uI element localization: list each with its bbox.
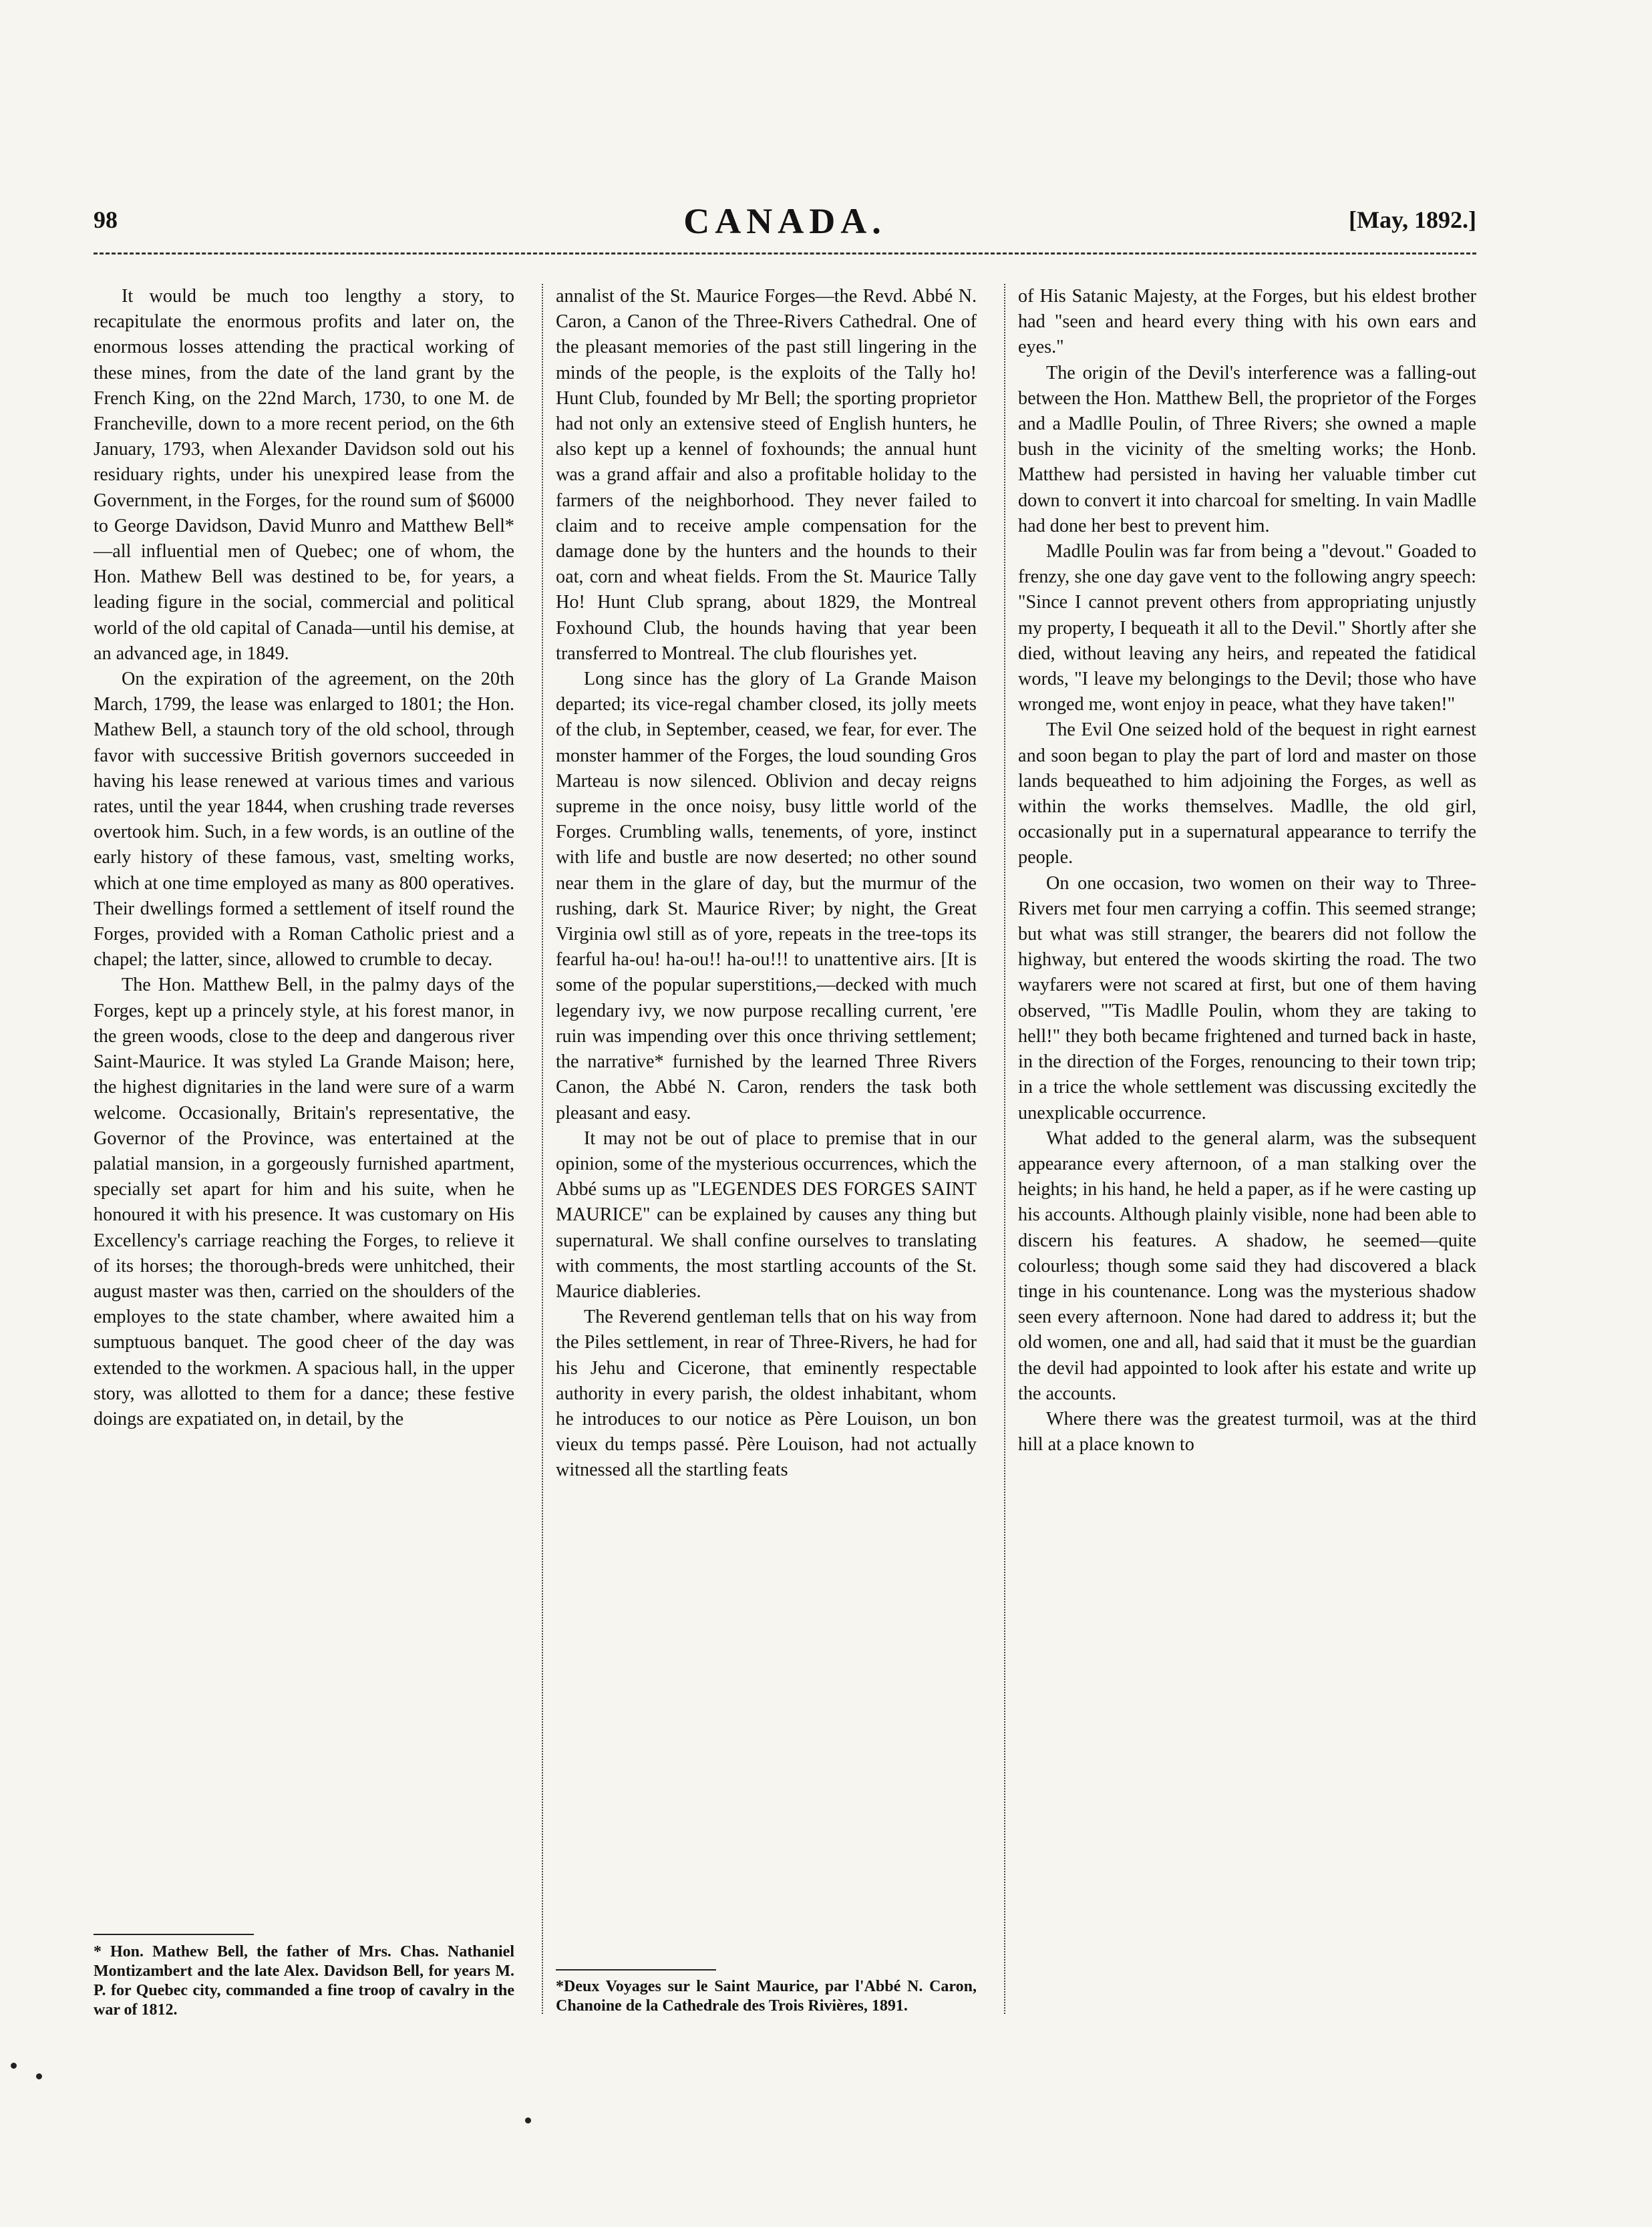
column-divider <box>1004 284 1005 2014</box>
paragraph: The origin of the Devil's interference was a falling-out between the Hon. Matthew Bell, the proprietor of the Forges and a Madlle Poulin, of Three Rivers; she owned a maple bush in the vicinity of the smelting works; the Honb. Matthew had persisted in having her valuable timber cut down to convert it into charcoal for smelting. In vain Madlle had done her best to prevent him. <box>1018 362 1476 536</box>
paragraph: On one occasion, two women on their way to Three-Rivers met four men carrying a coffin. This seemed strange; but what was still stranger, the bearers did not follow the highway, but entered the woods skirting the road. The two wayfarers were not scared at first, but one of them having observed, "'Tis Madlle Poulin, whom they are taking to hell!" they both became frightened and turned back in haste, in the direction of the Forges, renouncing to their town trip; in a trice the whole settlement was discussing excitedly the unexplicable occurrence. <box>1018 872 1476 1124</box>
footnote: * Hon. Mathew Bell, the father of Mrs. Chas. Nathaniel Montizambert and the late Alex. Davidson Bell, for years M. P. for Quebec city, commanded a fine troop of cavalry in the war of 1812. <box>94 1943 514 2019</box>
paragraph: Long since has the glory of La Grande Maison departed; its vice-regal chamber closed, its jolly meets of the club, in September, ceased, we fear, for ever. The monster hammer of the Forges, the loud sounding Gros Marteau is now silenced. Oblivion and decay reigns supreme in the once noisy, busy little world of the Forges. Crumbling walls, tenements, of yore, instinct with life and bustle are now deserted; no other sound near them in the glare of day, but the murmur of the rushing, dark St. Maurice River; by night, the Great Virginia owl still as of yore, repeats in the tree-tops its fearful ha-ou! ha-ou!! ha-ou!!! to unattentive airs. [It is some of the popular superstitions,—decked with much legendary ivy, we now purpose recalling current, 'ere ruin was impending over this once thriving settlement; the narrative* furnished by the learned Three Rivers Canon, the Abbé N. Caron, renders the task both pleasant and easy. <box>556 669 977 1124</box>
scan-speck <box>36 2073 42 2079</box>
paragraph: The Evil One seized hold of the bequest in right earnest and soon began to play the part of lord and master on those lands bequeathed to him adjoining the Forges, as well as within the works themselves. Madlle, the old girl, occasionally put in a supernatural appearance to terrify the people. <box>1018 719 1476 868</box>
issue-date: [May, 1892.] <box>1349 206 1476 233</box>
paragraph: It may not be out of place to premise that in our opinion, some of the mysterious occurrences, which the Abbé sums up as "LEGENDES DES FORGES SAINT MAURICE" can be explained by causes any thing but supernatural. We shall confine ourselves to translating with comments, the most startling accounts of the St. Maurice diableries. <box>556 1128 977 1302</box>
column-divider <box>542 284 543 2014</box>
scan-speck <box>525 2117 531 2123</box>
paragraph: What added to the general alarm, was the subsequent appearance every afternoon, of a man stalking over the heights; in his hand, he held a paper, as if he were casting up his accounts. Although plainly visible, none had been able to discern his features. A shadow, he seemed—quite colourless; though some said they had discovered a black tinge in his countenance. Long was the mysterious shadow seen every afternoon. None had dared to address it; but the old women, one and all, had said that it must be the guardian the devil had appointed to look after his estate and write up the accounts. <box>1018 1128 1476 1404</box>
paragraph: Madlle Poulin was far from being a "devout." Goaded to frenzy, she one day gave vent to the following angry speech: "Since I cannot prevent others from appropriating unjustly my property, I bequeath it all to the Devil." Shortly after she died, without leaving any heirs, and repeated the fatidical words, "I leave my belongings to the Devil; those who have wronged me, wont enjoy in peace, what they have taken!" <box>1018 541 1476 715</box>
text-column-1 <box>94 284 514 1432</box>
text-column-2 <box>556 284 977 1484</box>
paragraph: The Hon. Matthew Bell, in the palmy days of the Forges, kept up a princely style, at his forest manor, in the green woods, close to the deep and dangerous river Saint-Maurice. It was styled La Grande Maison; here, the highest dignitaries in the land were sure of a warm welcome. Occasionally, Britain's representative, the Governor of the Province, was entertained at the palatial mansion, in a gorgeously furnished apartment, specially set apart for him and his suite, when he honoured it with his presence. It was customary on His Excellency's carriage reaching the Forges, to relieve it of its horses; the thorough-breds were unhitched, their august master was then, carried on the shoulders of the employes to the state chamber, where awaited him a sumptuous banquet. The good cheer of the day was extended to the workmen. A spacious hall, in the upper story, was allotted to them for a dance; these festive doings are expatiated on, in detail, by the <box>94 975 514 1429</box>
footnote-rule <box>94 1934 254 1935</box>
paragraph: of His Satanic Majesty, at the Forges, but his eldest brother had "seen and heard every thing with his own ears and eyes." <box>1018 286 1476 358</box>
footnote: *Deux Voyages sur le Saint Maurice, par l'Abbé N. Caron, Chanoine de la Cathedrale des Trois Rivières, 1891. <box>556 1978 977 2015</box>
paragraph: On the expiration of the agreement, on the 20th March, 1799, the lease was enlarged to 1801; the Hon. Mathew Bell, a staunch tory of the old school, through favor with successive British governors succeeded in having his lease renewed at various times and various rates, until the year 1844, when crushing trade reverses overtook him. Such, in a few words, is an outline of the early history of these famous, vast, smelting works, which at one time employed as many as 800 operatives. Their dwellings formed a settlement of itself round the Forges, provided with a Roman Catholic priest and a chapel; the latter, since, allowed to crumble to decay. <box>94 669 514 971</box>
paragraph: annalist of the St. Maurice Forges—the Revd. Abbé N. Caron, a Canon of the Three-Rivers Cathedral. One of the pleasant memories of the past still lingering in the minds of the people, is the exploits of the Tally ho! Hunt Club, founded by Mr Bell; the sporting proprietor had not only an extensive steed of English hunters, he also kept up a kennel of foxhounds; the annual hunt was a grand affair and also a profitable holiday to the farmers of the neighborhood. They never failed to claim and to receive ample compensation for the damage done by the hunters and the hounds to their oat, corn and wheat fields. From the St. Maurice Tally Ho! Hunt Club sprang, about 1829, the Montreal Foxhound Club, the hounds having that year been transferred to Montreal. The club flourishes yet. <box>556 286 977 664</box>
page-header <box>94 200 1476 247</box>
paragraph: It would be much too lengthy a story, to recapitulate the enormous profits and later on, the enormous losses attending the practical working of these mines, from the date of the land grant by the French King, on the 22nd March, 1730, to one M. de Francheville, down to a more recent period, on the 6th January, 1793, when Alexander Davidson sold out his residuary rights, under his unexpired lease from the Government, in the Forges, for the round sum of $6000 to George Davidson, David Munro and Matthew Bell*—all influential men of Quebec; one of whom, the Hon. Mathew Bell was destined to be, for years, a leading figure in the social, commercial and political world of the old capital of Canada—until his demise, at an advanced age, in 1849. <box>94 286 514 664</box>
page-number: 98 <box>94 206 118 233</box>
text-column-3 <box>1018 284 1476 1458</box>
masthead-title: CANADA. <box>683 201 886 241</box>
header-rule <box>94 252 1476 254</box>
footnote-rule <box>556 1969 716 1971</box>
paragraph: The Reverend gentleman tells that on his way from the Piles settlement, in rear of Three-Rivers, he had for his Jehu and Cicerone, that eminently respectable authority in every parish, the oldest inhabitant, whom he introduces to our notice as Père Louison, un bon vieux du temps passé. Père Louison, had not actually witnessed all the startling feats <box>556 1307 977 1481</box>
scan-speck <box>11 2063 17 2069</box>
paragraph: Where there was the greatest turmoil, was at the third hill at a place known to <box>1018 1408 1476 1455</box>
